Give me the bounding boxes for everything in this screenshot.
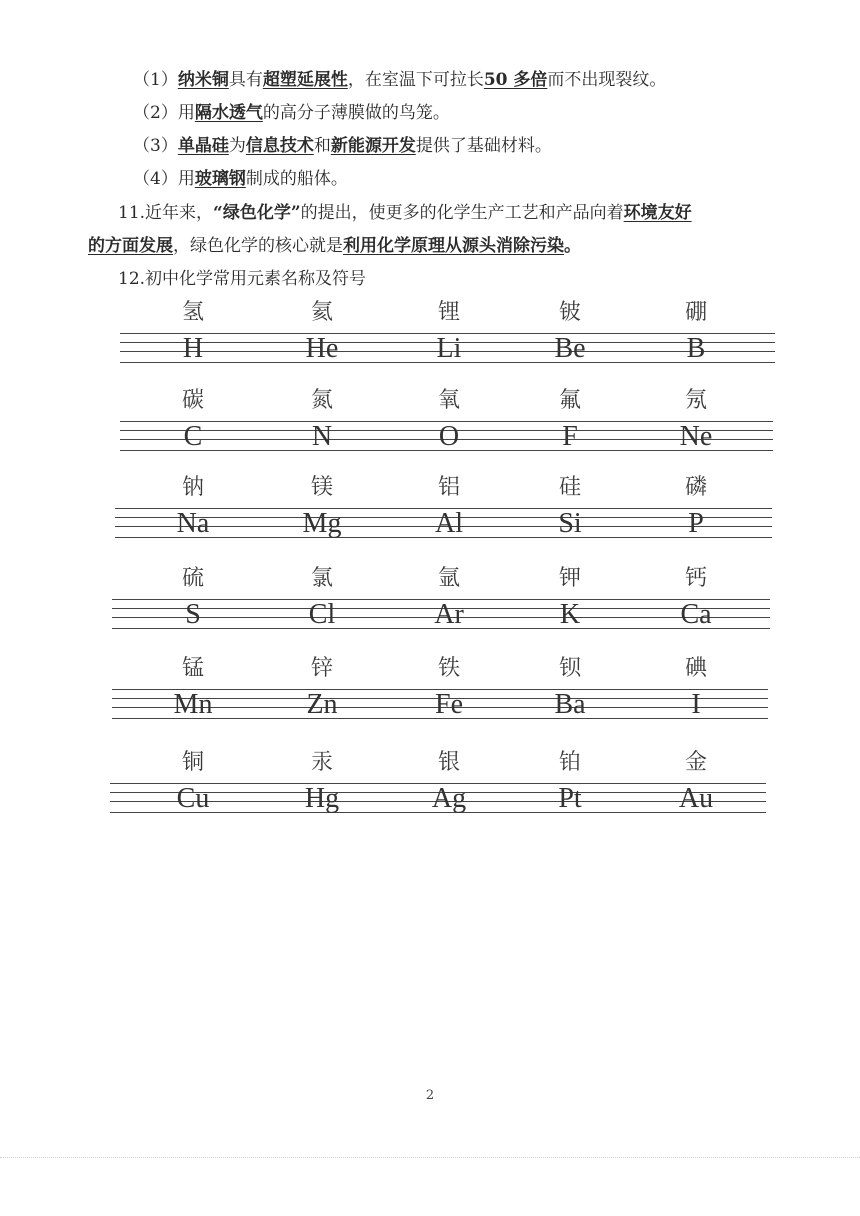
element-name: 钾 — [558, 566, 582, 591]
element-symbol: Ag — [431, 783, 467, 814]
body-text: 11.近年来， — [118, 203, 214, 223]
body-text: 的提出，使更多的化学生产工艺和产品向着 — [300, 203, 624, 223]
element-symbol: S — [185, 599, 201, 630]
element-name: 锰 — [181, 656, 205, 681]
element-symbol: Ca — [680, 599, 712, 630]
emphasis-text: 玻璃钢 — [194, 169, 246, 189]
element-name: 银 — [437, 750, 461, 775]
body-text: 具有 — [228, 70, 263, 90]
para-12-title: 12.初中化学常用元素名称及符号 — [118, 269, 367, 289]
element-symbol: C — [183, 421, 203, 452]
bold-text: 。 — [564, 236, 581, 256]
element-name: 氯 — [310, 566, 334, 591]
element-name: 汞 — [310, 750, 334, 775]
element-name: 氟 — [558, 388, 582, 413]
body-text: 提供了基础材料。 — [415, 136, 552, 156]
element-symbol: K — [559, 599, 581, 630]
element-symbol: Ne — [679, 421, 713, 452]
element-symbol: B — [686, 333, 706, 364]
emphasis-text: 单晶硅 — [177, 136, 229, 156]
element-name: 氢 — [181, 300, 205, 325]
element-name: 氩 — [437, 566, 461, 591]
element-symbol: Al — [435, 508, 463, 539]
element-name: 硫 — [181, 566, 205, 591]
element-name: 锌 — [310, 656, 334, 681]
emphasis-text: 新能源开发 — [330, 136, 416, 156]
body-text: 和 — [313, 136, 331, 156]
element-name: 铝 — [437, 475, 461, 500]
body-text: 制成的船体。 — [245, 169, 348, 189]
item-number: （3） — [133, 136, 178, 156]
element-symbol: Zn — [306, 689, 338, 720]
element-name: 铂 — [558, 750, 582, 775]
element-symbol: N — [311, 421, 333, 452]
element-name: 氦 — [310, 300, 334, 325]
element-name: 碘 — [684, 656, 708, 681]
body-text: 而不出现裂纹。 — [547, 70, 667, 90]
body-text: 为 — [228, 136, 246, 156]
body-text: ，绿色化学的核心就是 — [173, 236, 343, 256]
footer-divider — [0, 1157, 860, 1158]
body-text: 的高分子薄膜做的鸟笼。 — [262, 103, 450, 123]
item-number: （2） — [133, 103, 178, 123]
element-name: 钡 — [558, 656, 582, 681]
emphasis-text: 信息技术 — [245, 136, 314, 156]
item-number: （1） — [133, 70, 178, 90]
element-symbol: Si — [558, 508, 582, 539]
element-symbol: Pt — [558, 783, 582, 814]
body-text: ，在室温下可拉长 — [347, 70, 484, 90]
element-symbol: I — [691, 689, 701, 720]
element-symbol: H — [182, 333, 204, 364]
emphasis-text: 隔水透气 — [194, 103, 263, 123]
emphasis-text: 环境友好 — [623, 203, 692, 223]
element-symbol: Au — [678, 783, 714, 814]
element-name: 铁 — [437, 656, 461, 681]
element-symbol: Cl — [308, 599, 336, 630]
element-symbol: O — [438, 421, 460, 452]
element-name: 氮 — [310, 388, 334, 413]
element-name: 磷 — [684, 475, 708, 500]
body-text: 用 — [177, 103, 195, 123]
element-symbol: Cu — [176, 783, 210, 814]
item-number: （4） — [133, 169, 178, 189]
element-name: 镁 — [310, 475, 334, 500]
element-name: 铜 — [181, 750, 205, 775]
element-symbol: He — [305, 333, 339, 364]
body-text: 用 — [177, 169, 195, 189]
element-name: 钙 — [684, 566, 708, 591]
element-symbol: Be — [554, 333, 586, 364]
emphasis-text: 利用化学原理从源头消除污染 — [343, 236, 564, 256]
element-symbol: Li — [436, 333, 462, 364]
element-name: 铍 — [558, 300, 582, 325]
element-name: 锂 — [437, 300, 461, 325]
element-name: 硼 — [684, 300, 708, 325]
element-symbol: Mn — [173, 689, 213, 720]
element-name: 硅 — [558, 475, 582, 500]
page-number: 2 — [425, 1088, 435, 1103]
emphasis-text: 超塑延展性 — [262, 70, 348, 90]
element-name: 碳 — [181, 388, 205, 413]
element-symbol: F — [562, 421, 578, 452]
element-symbol: Fe — [435, 689, 463, 720]
element-symbol: Hg — [304, 783, 340, 814]
element-symbol: P — [688, 508, 704, 539]
element-name: 钠 — [181, 475, 205, 500]
bold-text: “绿色化学” — [213, 203, 301, 223]
emphasis-text: 纳米铜 — [177, 70, 229, 90]
element-symbol: Na — [176, 508, 210, 539]
element-symbol: Mg — [302, 508, 342, 539]
element-symbol: Ba — [554, 689, 586, 720]
emphasis-text: 的方面发展 — [88, 236, 173, 256]
element-name: 氖 — [684, 388, 708, 413]
element-symbol: Ar — [434, 599, 464, 630]
emphasis-text: 50 多倍 — [483, 70, 548, 90]
element-name: 氧 — [437, 388, 461, 413]
element-name: 金 — [684, 750, 708, 775]
